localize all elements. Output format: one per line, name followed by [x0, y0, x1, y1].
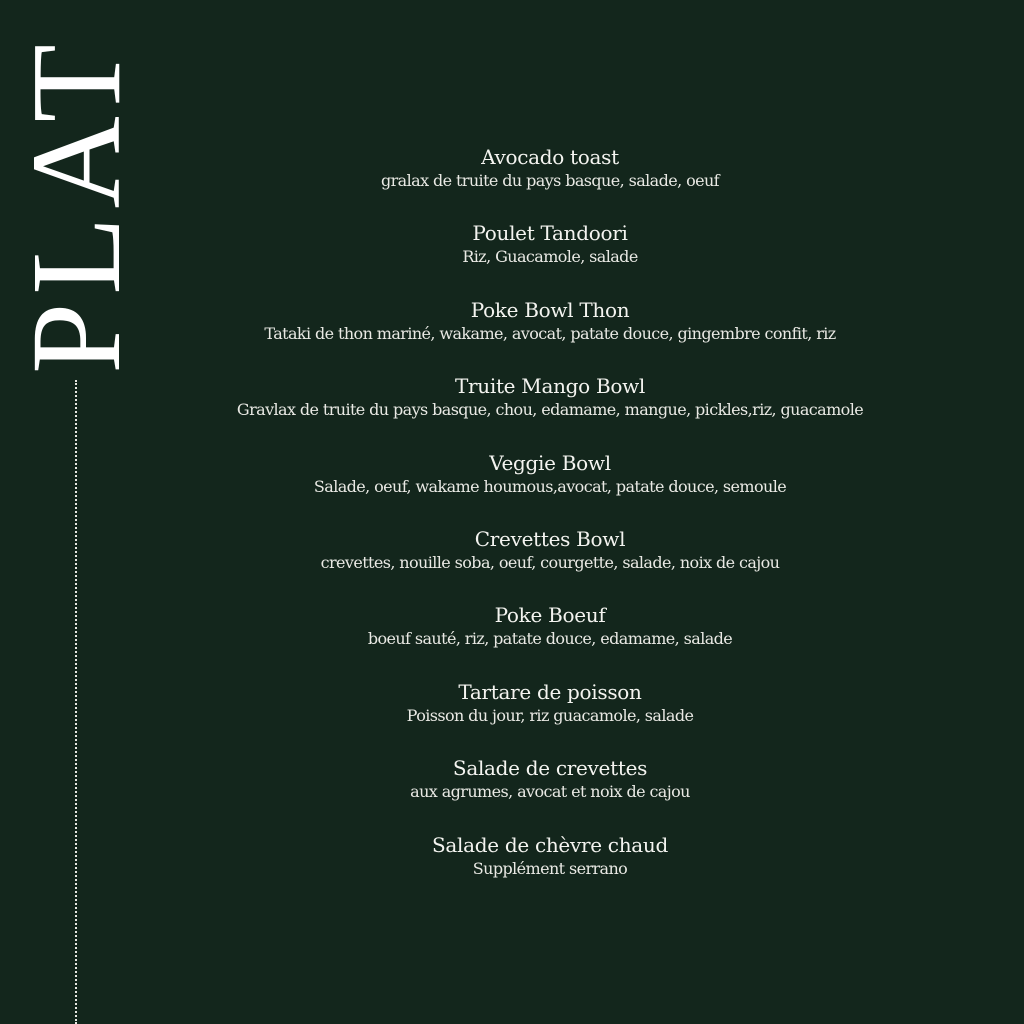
dotted-divider — [75, 380, 77, 1024]
menu-item — [150, 526, 950, 602]
menu-item-name: Salade de crevettes — [452, 756, 648, 781]
menu-list — [150, 144, 950, 908]
menu-item — [150, 832, 950, 908]
menu-item-name: Salade de chèvre chaud — [432, 832, 668, 857]
menu-item-description: gralax de truite du pays basque, salade, oeuf — [380, 171, 720, 190]
menu-item — [150, 144, 950, 220]
menu-item-description: boeuf sauté, riz, patate douce, edamame, salade — [367, 629, 733, 649]
menu-item — [150, 373, 950, 449]
menu-item-name: Poulet Tandoori — [472, 221, 628, 246]
menu-item — [150, 602, 950, 678]
menu-item-description: Salade, oeuf, wakame houmous,avocat, patate douce, semoule — [313, 476, 787, 496]
menu-item-description: Tataki de thon mariné, wakame, avocat, patate douce, gingembre confit, riz — [264, 323, 836, 343]
menu-item — [150, 679, 950, 755]
menu-item-description: Poisson du jour, riz guacamole, salade — [406, 705, 694, 725]
menu-item — [150, 450, 950, 526]
menu-item-name: Truite Mango Bowl — [454, 374, 646, 399]
menu-item-description: crevettes, nouille soba, oeuf, courgette, salade, noix de cajou — [320, 552, 780, 572]
menu-item-name: Poke Boeuf — [494, 603, 606, 628]
menu-item-description: Riz, Guacamole, salade — [462, 247, 638, 267]
menu-item-description: aux agrumes, avocat et noix de cajou — [410, 782, 690, 802]
menu-item-name: Tartare de poisson — [458, 679, 642, 704]
menu-item — [150, 297, 950, 373]
menu-item-name: Poke Bowl Thon — [470, 297, 630, 322]
section-title: PLAT — [5, 36, 147, 374]
menu-item-description: Supplément serrano — [472, 858, 628, 878]
menu-item-name: Crevettes Bowl — [474, 526, 626, 551]
menu-item-name: Avocado toast — [481, 145, 619, 169]
menu-item-name: Veggie Bowl — [489, 450, 611, 475]
menu-item — [150, 220, 950, 296]
menu-item — [150, 755, 950, 831]
menu-item-description: Gravlax de truite du pays basque, chou, edamame, mangue, pickles,riz, guacamole — [236, 400, 864, 420]
